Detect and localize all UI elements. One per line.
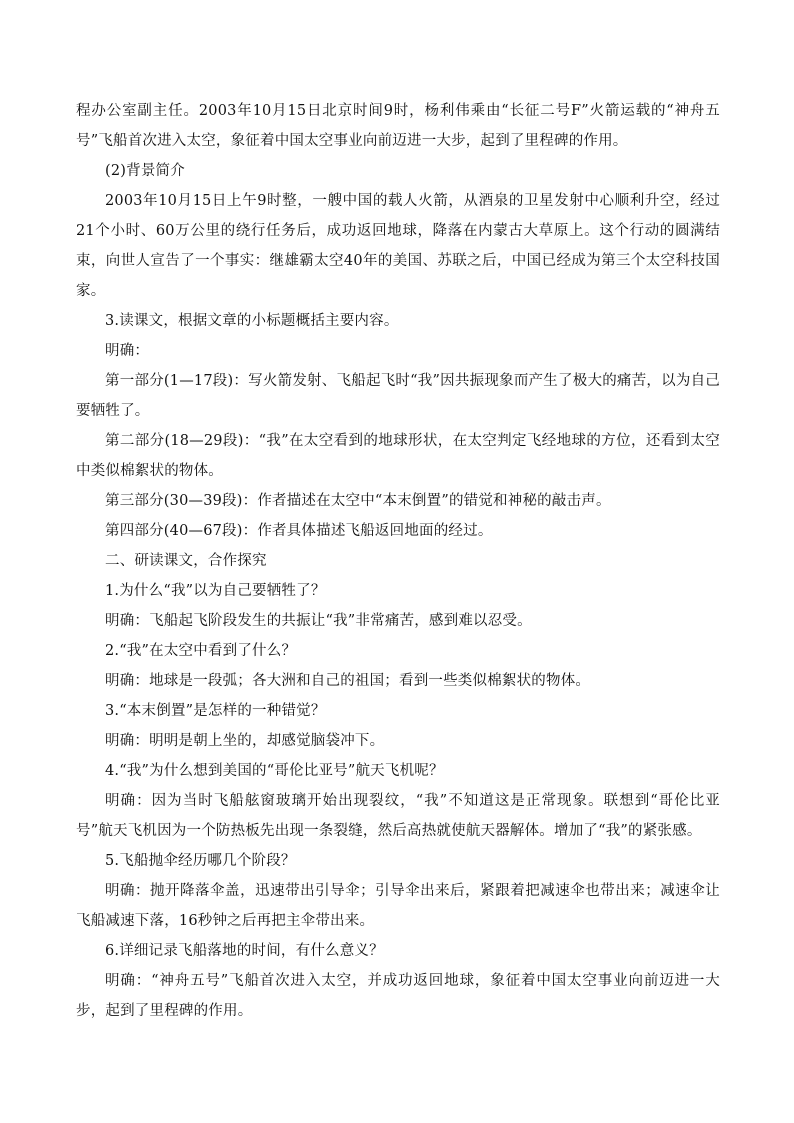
paragraph-background: 2003年10月15日上午9时整，一艘中国的载人火箭，从酒泉的卫星发射中心顺利升空，经过21个小时、60万公里的绕行任务后，成功返回地球，降落在内蒙古大草原上。这个行动的圆满结束，向世人宣告了一个事实：继雄霸太空40年的美国、苏联之后，中国已经成为第三个太空科技国家。 — [76, 193, 720, 299]
question-3: 3.“本末倒置”是怎样的一种错觉？ — [105, 703, 326, 719]
question-4: 4.“我”为什么想到美国的“哥伦比亚号”航天飞机呢？ — [105, 763, 444, 779]
task-read-text: 3.读课文，根据文章的小标题概括主要内容。 — [105, 313, 399, 329]
subheading-background: (2)背景简介 — [105, 163, 185, 179]
part-one-summary: 第一部分(1—17段)：写火箭发射、飞船起飞时“我”因共振现象而产生了极大的痛苦，以为自己要牺牲了。 — [76, 373, 720, 419]
answer-5: 明确：抛开降落伞盖，迅速带出引导伞；引导伞出来后，紧跟着把减速伞也带出来；减速伞让飞船减速下落，16秒钟之后再把主伞带出来。 — [76, 883, 720, 929]
part-three-summary: 第三部分(30—39段)：作者描述在太空中“本末倒置”的错觉和神秘的敲击声。 — [105, 493, 611, 509]
part-two-summary: 第二部分(18—29段)：“我”在太空看到的地球形状，在太空判定飞经地球的方位，还看到太空中类似棉絮状的物体。 — [76, 433, 720, 479]
answer-4: 明确：因为当时飞船舷窗玻璃开始出现裂纹，“我”不知道这是正常现象。联想到“哥伦比亚号”航天飞机因为一个防热板先出现一条裂缝，然后高热就使航天器解体。增加了“我”的紧张感。 — [76, 793, 720, 839]
question-2: 2.“我”在太空中看到了什么？ — [105, 643, 297, 659]
question-6: 6.详细记录飞船落地的时间，有什么意义？ — [105, 943, 384, 959]
part-four-summary: 第四部分(40—67段)：作者具体描述飞船返回地面的经过。 — [105, 523, 493, 539]
paragraph-intro-continuation: 程办公室副主任。2003年10月15日北京时间9时，杨利伟乘由“长征二号F”火箭运载的“神舟五号”飞船首次进入太空，象征着中国太空事业向前迈进一大步，起到了里程碑的作用。 — [76, 103, 720, 149]
question-1: 1.为什么“我”以为自己要牺牲了？ — [105, 583, 326, 599]
answer-3: 明确：明明是朝上坐的，却感觉脑袋冲下。 — [105, 733, 385, 749]
answer-6: 明确：“神舟五号”飞船首次进入太空，并成功返回地球，象征着中国太空事业向前迈进一大步，起到了里程碑的作用。 — [76, 973, 720, 1019]
document-body — [76, 96, 720, 1026]
question-5: 5.飞船抛伞经历哪几个阶段？ — [105, 853, 296, 869]
answer-label: 明确： — [105, 343, 150, 359]
section-heading-study: 二、研读课文，合作探究 — [105, 553, 267, 569]
answer-2: 明确：地球是一段弧；各大洲和自己的祖国；看到一些类似棉絮状的物体。 — [105, 673, 591, 689]
answer-1: 明确：飞船起飞阶段发生的共振让“我”非常痛苦，感到难以忍受。 — [105, 613, 532, 629]
